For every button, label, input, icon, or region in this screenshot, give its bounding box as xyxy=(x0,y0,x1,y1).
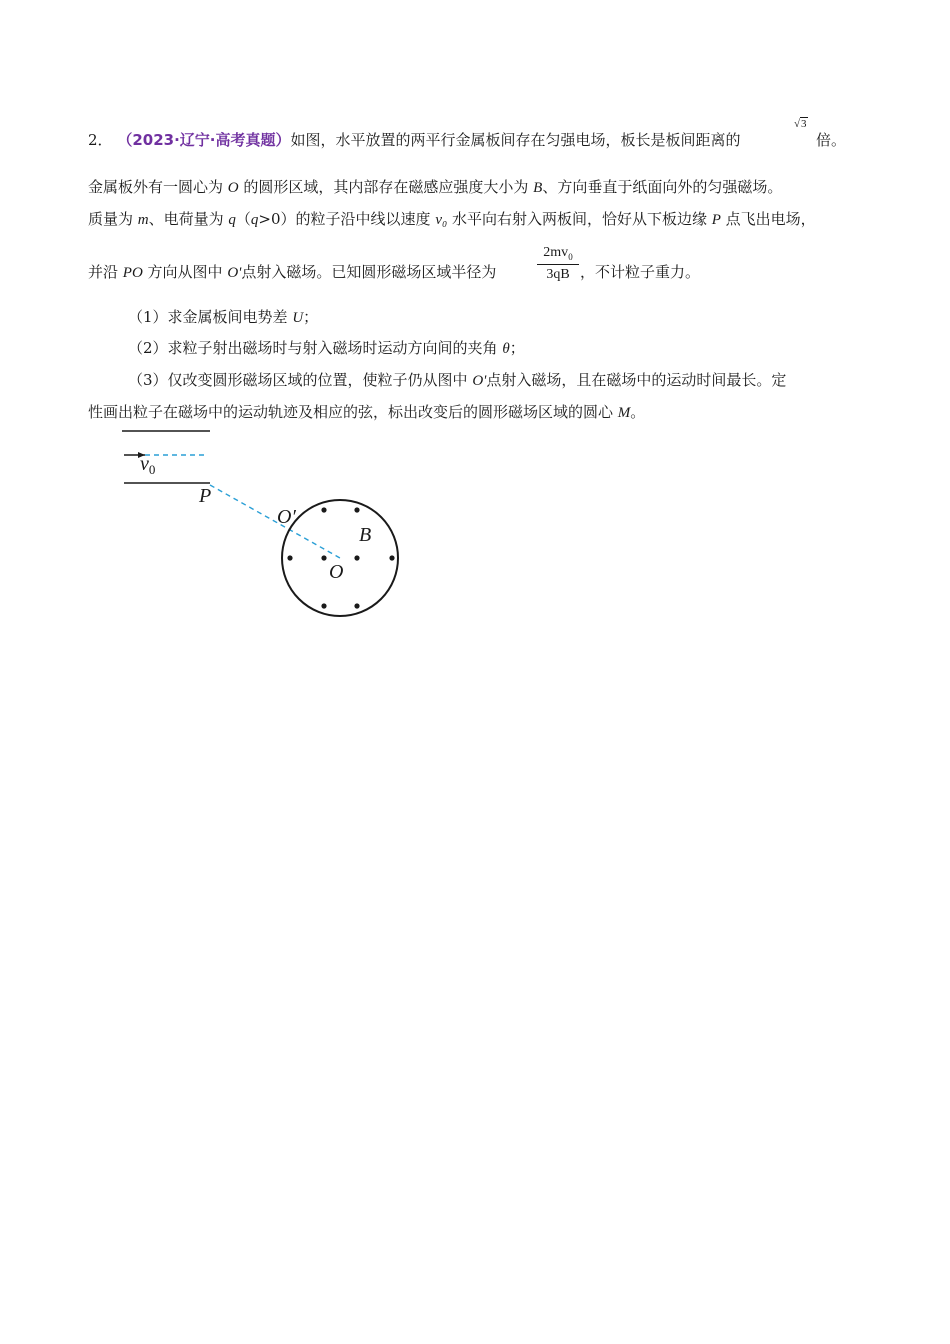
problem-line-4b: ，不计粒子重力。 xyxy=(580,263,701,281)
problem-line-4a: 并沿 PO 方向从图中 O'点射入磁场。已知圆形磁场区域半径为 xyxy=(88,263,497,281)
problem-number: 2． xyxy=(88,131,113,149)
question-3-cont: 性画出粒子在磁场中的运动轨迹及相应的弦，标出改变后的圆形磁场区域的圆心 M。 xyxy=(88,403,646,421)
problem-text-1: 如图，水平放置的两平行金属板间存在匀强电场，板长是板间距离的 xyxy=(290,131,741,149)
label-P: P xyxy=(199,485,212,507)
field-dot xyxy=(354,555,359,560)
sqrt-three: √3 xyxy=(794,118,807,130)
label-O-prime: O′ xyxy=(277,506,296,528)
fraction-numerator: 2mv xyxy=(543,245,569,260)
problem-source: （2023·辽宁·高考真题） xyxy=(117,131,291,149)
trajectory-dash xyxy=(210,485,340,558)
radius-fraction: $\frac{2mv_0}{3qB}$ xyxy=(537,245,579,283)
field-dot xyxy=(354,507,359,512)
field-dot xyxy=(321,603,326,608)
field-dot xyxy=(321,507,326,512)
question-2: （2）求粒子射出磁场时与射入磁场时运动方向间的夹角 θ； xyxy=(128,339,525,357)
field-dot xyxy=(287,555,292,560)
label-v0: $v_0$ xyxy=(140,453,156,477)
label-O: O xyxy=(329,561,344,583)
field-dot xyxy=(321,555,326,560)
field-dot xyxy=(389,555,394,560)
label-B: B xyxy=(359,524,372,546)
problem-line-1-end: 倍。 xyxy=(816,131,847,149)
question-3: （3）仅改变圆形磁场区域的位置，使粒子仍从图中 O'点射入磁场，且在磁场中的运动时间最长。定 xyxy=(128,371,787,389)
problem-line-3: 质量为 m、电荷量为 q（q>0）的粒子沿中线以速度 v₀ 水平向右射入两板间，恰好从下板边缘 P 点飞出电场， xyxy=(88,210,816,228)
question-1: （1）求金属板间电势差 U； xyxy=(128,308,319,326)
field-dot xyxy=(354,603,359,608)
problem-line-2: 金属板外有一圆心为 O 的圆形区域，其内部存在磁感应强度大小为 B、方向垂直于纸面向外的匀强磁场。 xyxy=(88,178,783,196)
fraction-denominator: 3qB xyxy=(546,266,570,282)
